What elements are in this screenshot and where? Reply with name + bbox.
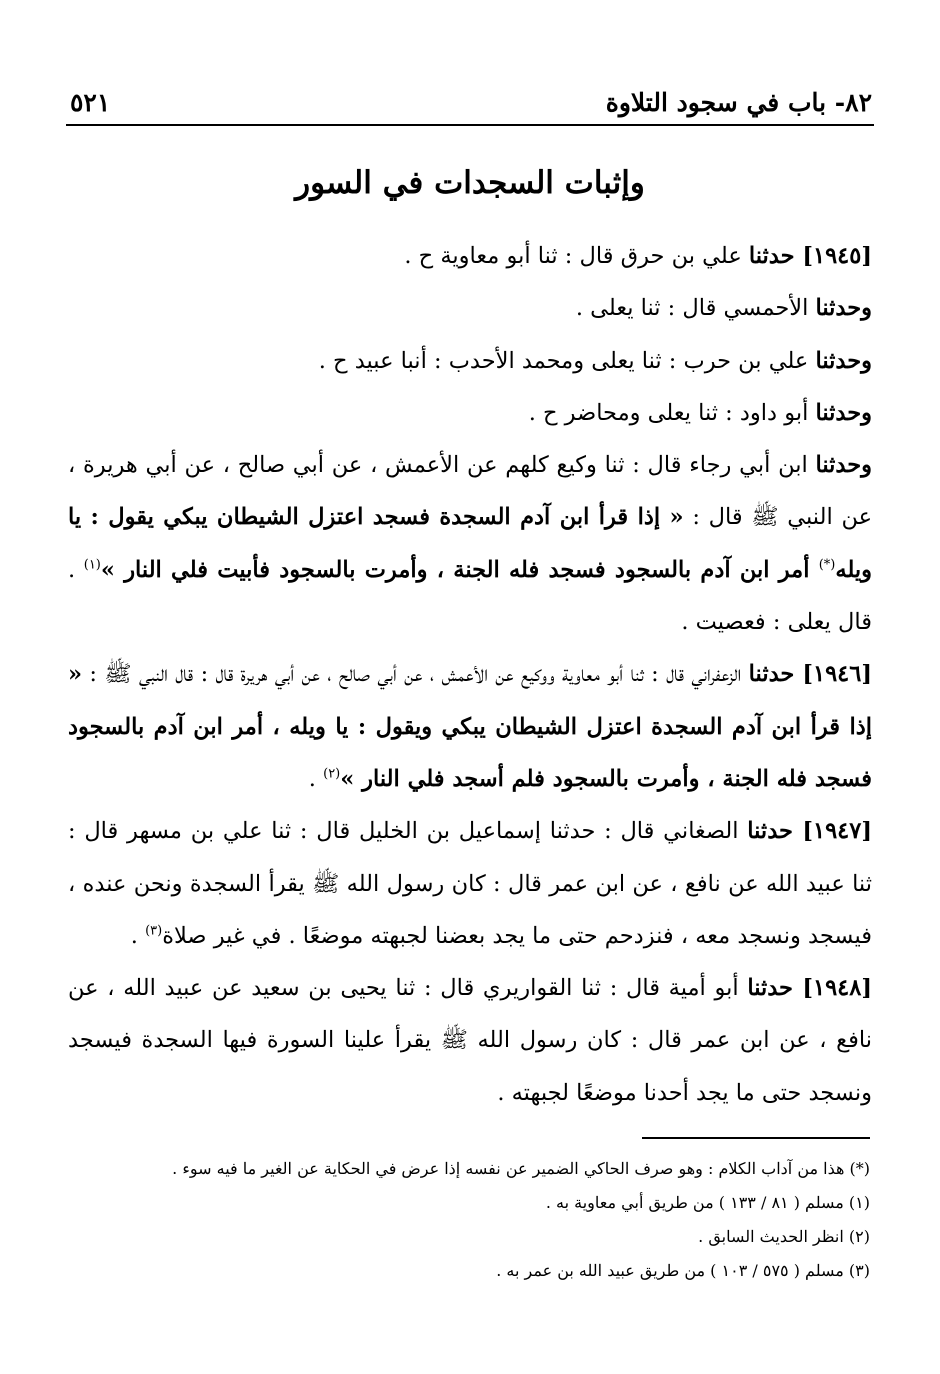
text-run: علي بن حرب : ثنا يعلى ومحمد الأحدب : أنبا عبيد ح .: [318, 347, 816, 374]
header-divider: [66, 124, 874, 126]
hadith-paragraph: [68, 439, 872, 648]
text-run: . قال يعلى : فعصيت .: [68, 556, 872, 636]
hadith-body: [68, 230, 872, 1119]
bold-text: وحدثنا: [815, 452, 872, 479]
hadith-paragraph: [68, 387, 872, 439]
footnote-item: (*) هذا من آداب الكلام : وهو صرف الحاكي الضمير عن نفسه إذا عرض في الحكاية عن الغير ما فيه سوء .: [172, 1159, 870, 1178]
footnote-ref: (٣): [145, 923, 163, 939]
hadith-paragraph: [68, 805, 872, 962]
bold-text: [١٩٤٨] حدثنا: [747, 975, 872, 1002]
footnote-ref: (١): [83, 557, 101, 573]
section-title: وإثبات السجدات في السور: [295, 165, 645, 201]
bold-text: وحدثنا: [815, 399, 872, 426]
hadith-paragraph: [68, 648, 872, 805]
footnote-divider: [642, 1137, 870, 1139]
hadith-paragraph: [68, 230, 872, 282]
text-run: الأحمسي قال : ثنا يعلى .: [575, 295, 816, 322]
footnote-ref: (٢): [323, 766, 341, 782]
text-run: الصغاني قال : حدثنا إسماعيل بن الخليل قال : ثنا علي بن مسهر قال : ثنا عبيد الله عن نافع ، عن ابن عمر قال : كان رسول الله ﷺ يقرأ السجدة ونحن عنده ، فيسجد ونسجد معه ، فنزدحم حتى ما يجد بعضنا لجبهته موضعًا . في غير صلاة: [68, 818, 872, 949]
bold-text: وحدثنا: [815, 347, 872, 374]
bold-text: « إذا قرأ ابن آدم السجدة فسجد اعتزل الشيطان يبكي يقول : يا ويله: [68, 504, 873, 583]
footnote-ref: (*): [818, 557, 836, 573]
bold-text: [١٩٤٥] حدثنا: [748, 243, 872, 269]
footnote-item: (٢) انظر الحديث السابق .: [698, 1227, 870, 1246]
bold-text: [١٩٤٦] حدثنا: [748, 661, 872, 688]
hadith-paragraph: [68, 962, 872, 1119]
text-run: ابن أبي رجاء قال : ثنا وكيع كلهم عن الأعمش ، عن أبي صالح ، عن أبي هريرة ، عن النبي ﷺ قال :: [68, 452, 872, 531]
bold-text: وحدثنا: [815, 295, 872, 322]
chapter-heading: ٨٢- باب في سجود التلاوة: [605, 87, 872, 117]
hadith-paragraph: [68, 282, 872, 334]
footnote-item: (١) مسلم ( ٨١ / ١٣٣ ) من طريق أبي معاوية به .: [545, 1193, 870, 1212]
bold-text: « إذا قرأ ابن آدم السجدة اعتزل الشيطان يبكي ويقول : يا ويله ، أمر ابن آدم بالسجود فسجد فله الجنة ، وأمرت بالسجود فلم أسجد فلي النار »: [68, 661, 872, 792]
text-run: أبو أمية قال : ثنا القواريري قال : ثنا يحيى بن سعيد عن عبيد الله ، عن نافع ، عن ابن عمر قال : كان رسول الله ﷺ يقرأ علينا السورة فيها السجدة فيسجد ونسجد حتى ما يجد أحدنا موضعًا لجبهته .: [68, 975, 872, 1106]
text-run: الزعفراني قال : ثنا أبو معاوية ووكيع عن الأعمش ، عن أبي صالح ، عن أبي هريرة قال : قال النبي ﷺ :: [82, 661, 749, 688]
text-run: .: [130, 922, 146, 949]
hadith-paragraph: [68, 335, 872, 387]
running-header: [70, 86, 872, 118]
bold-text: أمر ابن آدم بالسجود فسجد فله الجنة ، وأمرت بالسجود فأبيت فلي النار »: [100, 556, 819, 583]
text-run: علي بن حرق قال : ثنا أبو معاوية ح .: [404, 243, 749, 269]
footnotes: [68, 1152, 870, 1288]
text-run: أبو داود : ثنا يعلى ومحاضر ح .: [528, 399, 816, 426]
footnote-item: (٣) مسلم ( ٥٧٥ / ١٠٣ ) من طريق عبيد الله بن عمر به .: [496, 1261, 870, 1280]
text-run: .: [308, 765, 324, 792]
page-number: ٥٢١: [70, 87, 111, 117]
bold-text: [١٩٤٧] حدثنا: [747, 818, 872, 845]
